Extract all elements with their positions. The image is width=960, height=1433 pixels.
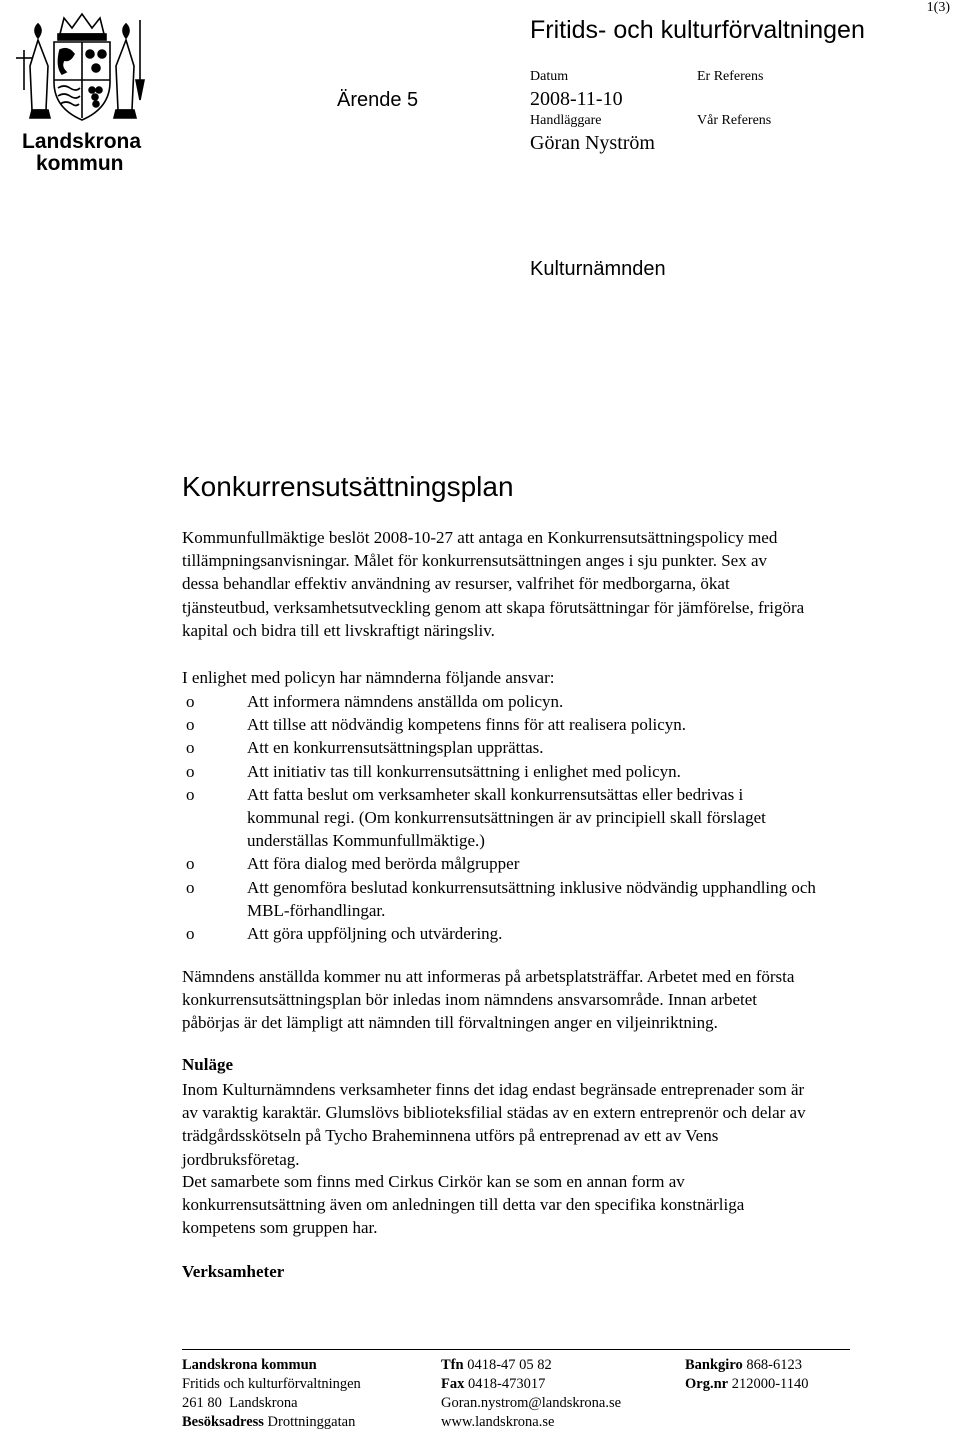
footer-visit-value: Drottninggatan xyxy=(267,1414,356,1430)
text-line: jordbruksföretag. xyxy=(182,1149,300,1169)
bullet-marker: o xyxy=(186,854,195,874)
bullet-marker: o xyxy=(186,923,195,943)
text-line: tjänsteutbud, verksamhetsutveckling genom att skapa förutsättningar för jämförelse, frigöra xyxy=(182,597,805,617)
footer-tfn-label: Tfn xyxy=(441,1357,464,1373)
footer-tfn-value: 0418-47 05 82 xyxy=(467,1357,552,1373)
activities-heading: Verksamheter xyxy=(182,1262,285,1281)
bullet-marker: o xyxy=(186,692,195,711)
footer-web-link[interactable]: www.landskrona.se xyxy=(441,1414,555,1430)
footer-contact xyxy=(441,1356,621,1432)
text-line: Det samarbete som finns med Cirkus Cirkör kan se som en annan form av xyxy=(182,1172,685,1191)
list-item xyxy=(182,760,922,783)
landskrona-logo xyxy=(12,10,152,175)
text-line: Att föra dialog med berörda målgrupper xyxy=(247,854,520,874)
text-line: I enlighet med policyn har nämnderna följande ansvar: xyxy=(182,668,555,687)
current-state-heading: Nuläge xyxy=(182,1055,233,1074)
text-line: Att tillse att nödvändig kompetens finns för att realisera policyn. xyxy=(247,715,687,735)
handler-label: Handläggare xyxy=(530,113,602,128)
logo-text-line1: Landskrona xyxy=(22,130,142,153)
text-line: kompetens som gruppen har. xyxy=(182,1218,378,1238)
footer-org-dept: Fritids och kulturförvaltningen xyxy=(182,1376,361,1392)
cooperation-paragraph xyxy=(182,1170,922,1240)
coat-of-arms-icon xyxy=(12,10,152,128)
text-line: Att fatta beslut om verksamheter skall konkurrensutsättas eller bedrivas i xyxy=(247,784,744,804)
footer-fax-value: 0418-473017 xyxy=(467,1376,546,1392)
handler-value: Göran Nyström xyxy=(530,132,655,154)
current-state-paragraph xyxy=(182,1078,922,1171)
list-item xyxy=(182,922,922,945)
list-item xyxy=(182,690,922,713)
footer-fax-label: Fax xyxy=(441,1376,465,1392)
text-line: Nämndens anställda kommer nu att informeras på arbetsplatsträffar. Arbetet med en första xyxy=(182,967,795,986)
text-line: dessa behandlar effektiv användning av resurser, valfrihet för medborgarna, ökat xyxy=(182,574,730,594)
text-line: konkurrensutsättningsplan bör inledas inom nämndens ansvarsområde. Innan arbetet xyxy=(182,990,758,1010)
text-line: Inom Kulturnämndens verksamheter finns det idag endast begränsade entreprenader som är xyxy=(182,1080,805,1099)
list-item xyxy=(182,852,922,875)
footer-email-link[interactable]: Goran.nystrom@landskrona.se xyxy=(441,1395,622,1411)
text-line: påbörjas är det lämpligt att nämnden till förvaltningen anger en viljeinriktning. xyxy=(182,1013,718,1033)
footer-org-name: Landskrona kommun xyxy=(182,1357,317,1373)
department-name: Fritids- och kulturförvaltningen xyxy=(530,16,865,44)
list-item xyxy=(182,736,922,759)
text-line: av varaktig karaktär. Glumslövs biblioteksfilial städas av en extern entreprenör och delar av xyxy=(182,1103,806,1123)
intro-paragraph xyxy=(182,526,922,642)
bullet-marker: o xyxy=(186,715,195,735)
footer-orgnr-value: 212000-1140 xyxy=(731,1376,809,1392)
text-line: underställas Kommunfullmäktige.) xyxy=(247,831,485,851)
text-line: kommunal regi. (Om konkurrensutsättningen är av principiell skall förslaget xyxy=(247,807,766,827)
bullet-marker: o xyxy=(186,738,195,758)
bullet-marker: o xyxy=(186,784,195,804)
date-value: 2008-11-10 xyxy=(530,88,623,110)
page-number: 1(3) xyxy=(926,0,950,15)
information-paragraph xyxy=(182,965,922,1035)
footer-bank xyxy=(685,1356,809,1394)
our-reference-label: Vår Referens xyxy=(697,113,772,128)
document-title: Konkurrensutsättningsplan xyxy=(182,471,514,502)
text-line: Att informera nämndens anställda om policyn. xyxy=(247,692,564,711)
logo-text-line2: kommun xyxy=(36,152,124,175)
text-line: Att en konkurrensutsättningsplan upprättas. xyxy=(247,738,544,758)
responsibility-intro xyxy=(182,666,922,689)
footer-bankgiro-value: 868-6123 xyxy=(746,1357,802,1373)
text-line: Att initiativ tas till konkurrensutsättning i enlighet med policyn. xyxy=(247,761,681,781)
text-line: kapital och bidra till ett livskraftigt näringsliv. xyxy=(182,620,495,640)
text-line: Att genomföra beslutad konkurrensutsättning inklusive nödvändig upphandling och xyxy=(247,877,816,897)
footer-visit-label: Besöksadress xyxy=(182,1414,264,1430)
date-label: Datum xyxy=(530,69,569,84)
footer-postal: 261 80 Landskrona xyxy=(182,1395,298,1411)
footer-orgnr-label: Org.nr xyxy=(685,1376,729,1392)
text-line: tillämpningsanvisningar. Målet för konkurrensutsättningen anges i sju punkter. Sex av xyxy=(182,551,767,571)
footer-address xyxy=(182,1356,361,1432)
footer-divider xyxy=(182,1349,850,1350)
text-line: Att göra uppföljning och utvärdering. xyxy=(247,923,503,943)
list-item xyxy=(182,783,922,853)
list-item xyxy=(182,876,922,922)
text-line: trädgårdsskötseln på Tycho Braheminnena utförs på entreprenad av ett av Vens xyxy=(182,1126,719,1146)
bullet-marker: o xyxy=(186,761,195,781)
text-line: konkurrensutsättning även om anledningen till detta var den specifika konstnärliga xyxy=(182,1195,745,1215)
footer-bankgiro-label: Bankgiro xyxy=(685,1357,743,1373)
case-label: Ärende 5 xyxy=(337,89,419,111)
text-line: MBL-förhandlingar. xyxy=(247,900,386,920)
recipient: Kulturnämnden xyxy=(530,258,666,280)
bullet-marker: o xyxy=(186,877,195,897)
list-item xyxy=(182,713,922,736)
your-reference-label: Er Referens xyxy=(697,69,764,84)
responsibility-list xyxy=(182,690,922,945)
text-line: Kommunfullmäktige beslöt 2008-10-27 att antaga en Konkurrensutsättningspolicy med xyxy=(182,528,778,547)
